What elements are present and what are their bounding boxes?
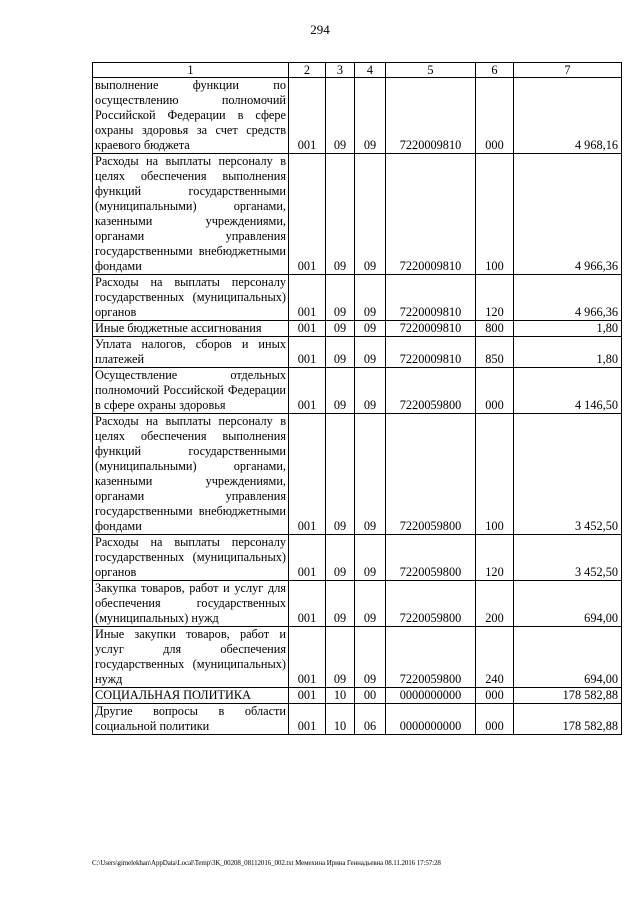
cell-col-2: 001 [289,535,326,581]
cell-col-3: 09 [326,535,355,581]
header-row [93,63,622,78]
cell-col-5: 7220059800 [386,368,476,414]
cell-col-3: 09 [326,414,355,535]
cell-amount: 4 966,36 [514,275,622,321]
row-name: Расходы на выплаты персоналу государственных (муниципальных) органов [93,535,289,581]
cell-col-5: 7220009810 [386,337,476,368]
header-col-7: 7 [514,63,622,78]
row-name: Иные бюджетные ассигнования [93,321,289,337]
cell-col-6: 000 [476,704,514,735]
table-row [93,688,622,704]
cell-col-6: 000 [476,368,514,414]
cell-col-4: 09 [355,414,386,535]
cell-col-2: 001 [289,704,326,735]
cell-col-4: 09 [355,368,386,414]
cell-col-2: 001 [289,368,326,414]
cell-col-4: 09 [355,581,386,627]
cell-col-3: 09 [326,321,355,337]
cell-col-5: 7220009810 [386,275,476,321]
header-col-2: 2 [289,63,326,78]
row-name: выполнение функции по осуществлению полномочий Российской Федерации в сфере охраны здоровья за счет средств краевого бюджета [93,78,289,154]
row-name: Расходы на выплаты персоналу государственных (муниципальных) органов [93,275,289,321]
cell-col-3: 10 [326,688,355,704]
cell-col-4: 09 [355,337,386,368]
cell-col-5: 0000000000 [386,704,476,735]
cell-col-3: 09 [326,78,355,154]
cell-col-6: 100 [476,414,514,535]
cell-col-3: 09 [326,581,355,627]
cell-col-6: 120 [476,275,514,321]
header-col-5: 5 [386,63,476,78]
table-row [93,581,622,627]
cell-col-2: 001 [289,321,326,337]
cell-col-5: 7220009810 [386,78,476,154]
row-name: Осуществление отдельных полномочий Российской Федерации в сфере охраны здоровья [93,368,289,414]
cell-col-6: 000 [476,688,514,704]
page-number: 294 [310,22,330,37]
cell-col-2: 001 [289,275,326,321]
cell-col-6: 200 [476,581,514,627]
cell-amount: 178 582,88 [514,704,622,735]
cell-col-5: 7220059800 [386,414,476,535]
table-row [93,154,622,275]
cell-col-3: 09 [326,337,355,368]
row-name: СОЦИАЛЬНАЯ ПОЛИТИКА [93,688,289,704]
row-name: Другие вопросы в области социальной политики [93,704,289,735]
row-name: Иные закупки товаров, работ и услуг для обеспечения государственных (муниципальных) нужд [93,627,289,688]
cell-col-4: 09 [355,321,386,337]
cell-amount: 3 452,50 [514,535,622,581]
table-row [93,704,622,735]
table-row [93,414,622,535]
table-row [93,337,622,368]
cell-col-6: 850 [476,337,514,368]
cell-col-2: 001 [289,337,326,368]
cell-col-2: 001 [289,581,326,627]
cell-col-2: 001 [289,688,326,704]
cell-col-5: 7220009810 [386,154,476,275]
table-row [93,535,622,581]
cell-col-2: 001 [289,154,326,275]
cell-col-4: 09 [355,78,386,154]
cell-col-6: 240 [476,627,514,688]
row-name: Уплата налогов, сборов и иных платежей [93,337,289,368]
cell-col-5: 7220059800 [386,581,476,627]
cell-amount: 178 582,88 [514,688,622,704]
table-row [93,321,622,337]
cell-col-4: 09 [355,535,386,581]
row-name: Расходы на выплаты персоналу в целях обеспечения выполнения функций государственными (муниципальными) органами, казенными учреждениями, органами управления государственными внебюджетными фондами [93,154,289,275]
cell-col-5: 7220009810 [386,321,476,337]
row-name: Закупка товаров, работ и услуг для обеспечения государственных (муниципальных) нужд [93,581,289,627]
cell-col-4: 06 [355,704,386,735]
cell-amount: 4 146,50 [514,368,622,414]
cell-amount: 4 968,16 [514,78,622,154]
cell-col-6: 800 [476,321,514,337]
cell-amount: 4 966,36 [514,154,622,275]
header-col-6: 6 [476,63,514,78]
table-row [93,78,622,154]
header-col-4: 4 [355,63,386,78]
cell-col-6: 100 [476,154,514,275]
cell-col-3: 09 [326,368,355,414]
cell-col-6: 000 [476,78,514,154]
cell-col-3: 09 [326,154,355,275]
cell-col-2: 001 [289,414,326,535]
cell-col-4: 09 [355,275,386,321]
cell-col-4: 09 [355,154,386,275]
cell-col-3: 09 [326,275,355,321]
file-path-footer: C:\Users\gimelekhan\AppData\Local\Temp\3K_00208_08112016_002.txt Мемехина Ирина Геннадьевна 08.11.2016 17:57:28 [92,859,441,867]
header-col-3: 3 [326,63,355,78]
cell-col-6: 120 [476,535,514,581]
header-col-1: 1 [93,63,289,78]
cell-col-4: 00 [355,688,386,704]
cell-amount: 3 452,50 [514,414,622,535]
cell-amount: 1,80 [514,321,622,337]
table-row [93,627,622,688]
table-row [93,368,622,414]
budget-table [92,62,622,735]
cell-col-5: 7220059800 [386,535,476,581]
table-row [93,275,622,321]
cell-col-5: 0000000000 [386,688,476,704]
cell-col-4: 09 [355,627,386,688]
row-name: Расходы на выплаты персоналу в целях обеспечения выполнения функций государственными (муниципальными) органами, казенными учреждениями, органами управления государственными внебюджетными фондами [93,414,289,535]
cell-col-3: 10 [326,704,355,735]
cell-amount: 694,00 [514,581,622,627]
cell-col-2: 001 [289,627,326,688]
cell-col-5: 7220059800 [386,627,476,688]
cell-amount: 694,00 [514,627,622,688]
cell-amount: 1,80 [514,337,622,368]
cell-col-3: 09 [326,627,355,688]
cell-col-2: 001 [289,78,326,154]
